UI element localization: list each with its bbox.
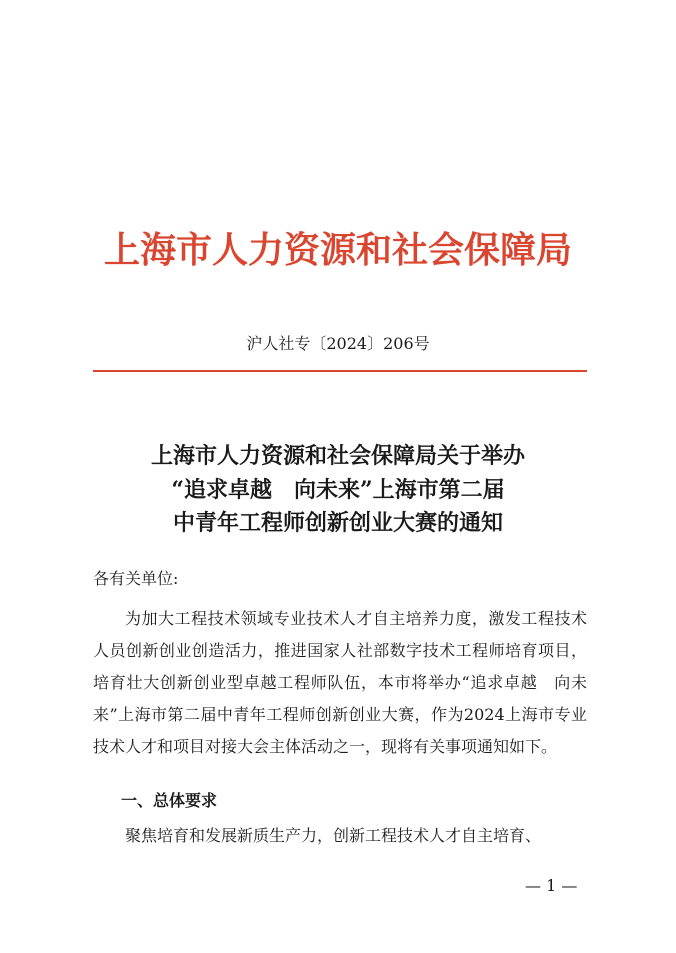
paragraph-1: 为加大工程技术领域专业技术人才自主培养力度，激发工程技术人员创新创业创造活力，推进国家人社部数字技术工程师培育项目，培育壮大创新创业型卓越工程师队伍，本市将举办“追求卓越 向未来”上海市第二届中青年工程师创新创业大赛，作为2024上海市专业技术人才和项目对接大会主体活动之一，现将有关事项通知如下。 xyxy=(93,609,587,756)
issuer-heading: 上海市人力资源和社会保障局 xyxy=(103,229,572,271)
paragraph-2: 聚焦培育和发展新质生产力，创新工程技术人才自主培育、 xyxy=(125,826,542,845)
document-number: 沪人社专〔2024〕206号 xyxy=(246,334,430,353)
title-line-3: 中青年工程师创新创业大赛的通知 xyxy=(172,510,503,536)
salutation: 各有关单位: xyxy=(93,569,179,588)
title-line-2: “追求卓越 向未来”上海市第二届 xyxy=(171,477,505,503)
red-divider-line xyxy=(93,370,587,372)
section-heading-1: 一、总体要求 xyxy=(121,791,218,810)
page-number: — 1 — xyxy=(525,876,578,895)
title-line-1: 上海市人力资源和社会保障局关于举办 xyxy=(150,443,525,469)
